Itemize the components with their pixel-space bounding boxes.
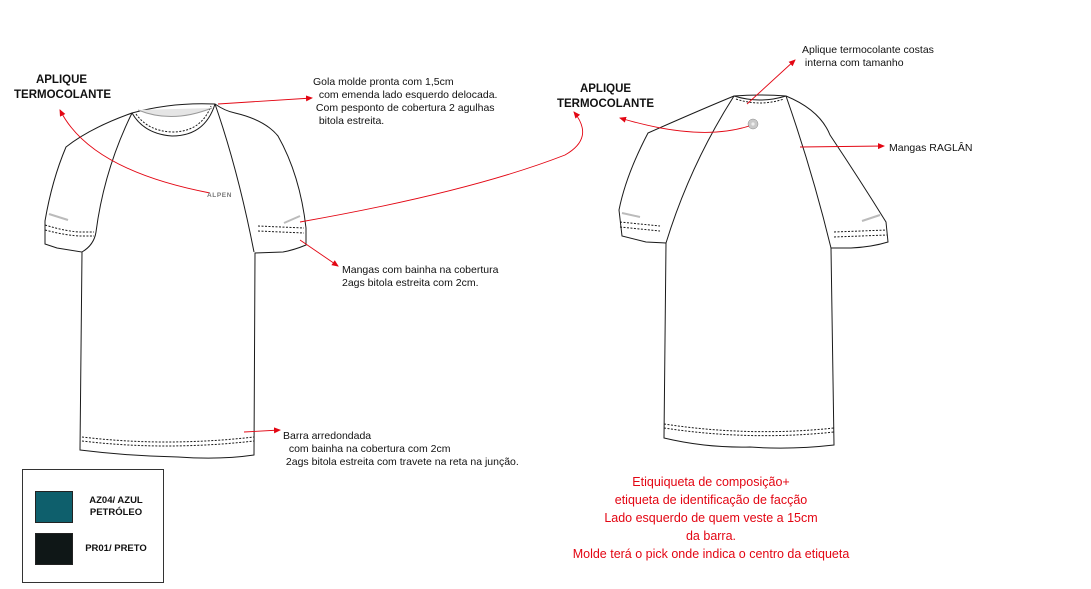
swatch-az04-label: AZ04/ AZUL PETRÓLEO — [89, 495, 143, 518]
back-applique-label: APLIQUE TERMOCOLANTE — [556, 83, 655, 110]
back-body-outline — [619, 95, 888, 448]
collar-note: Gola molde pronta com 1,5cm com emenda lado esquerdo delocada. Com pesponto de cobertura 2 agulhas bitola estreita. — [313, 76, 498, 127]
swatch-pr01-label: PR01/ PRETO — [85, 543, 147, 554]
brand-print: ALPEN — [207, 192, 233, 199]
red-arrow-icon — [218, 98, 312, 104]
front-applique-label: APLIQUE TERMOCOLANTE — [14, 74, 112, 101]
color-legend — [22, 469, 164, 583]
sleeves-note: Mangas com bainha na cobertura 2ags bitola estreita com 2cm. — [342, 264, 499, 289]
red-arrow-icon — [300, 112, 583, 222]
swatch-az04 — [35, 491, 73, 523]
raglan-note: Mangas RAGLÂN — [889, 142, 973, 154]
red-arrow-icon — [300, 240, 338, 266]
hem-note: Barra arredondada com bainha na cobertura com 2cm 2ags bitola estreita com travete na reta na junção. — [283, 430, 519, 468]
back-tshirt — [619, 95, 888, 448]
front-body-outline — [45, 104, 306, 458]
swatch-pr01 — [35, 533, 73, 565]
front-tshirt — [45, 104, 306, 458]
back-label-note: Aplique termocolante costas interna com tamanho — [802, 44, 934, 69]
composition-note: Etiquiqueta de composição+ etiqueta de identificação de facção Lado esquerdo de quem veste a 15cm da barra. Molde terá o pick onde indica o centro da etiqueta — [572, 475, 850, 561]
